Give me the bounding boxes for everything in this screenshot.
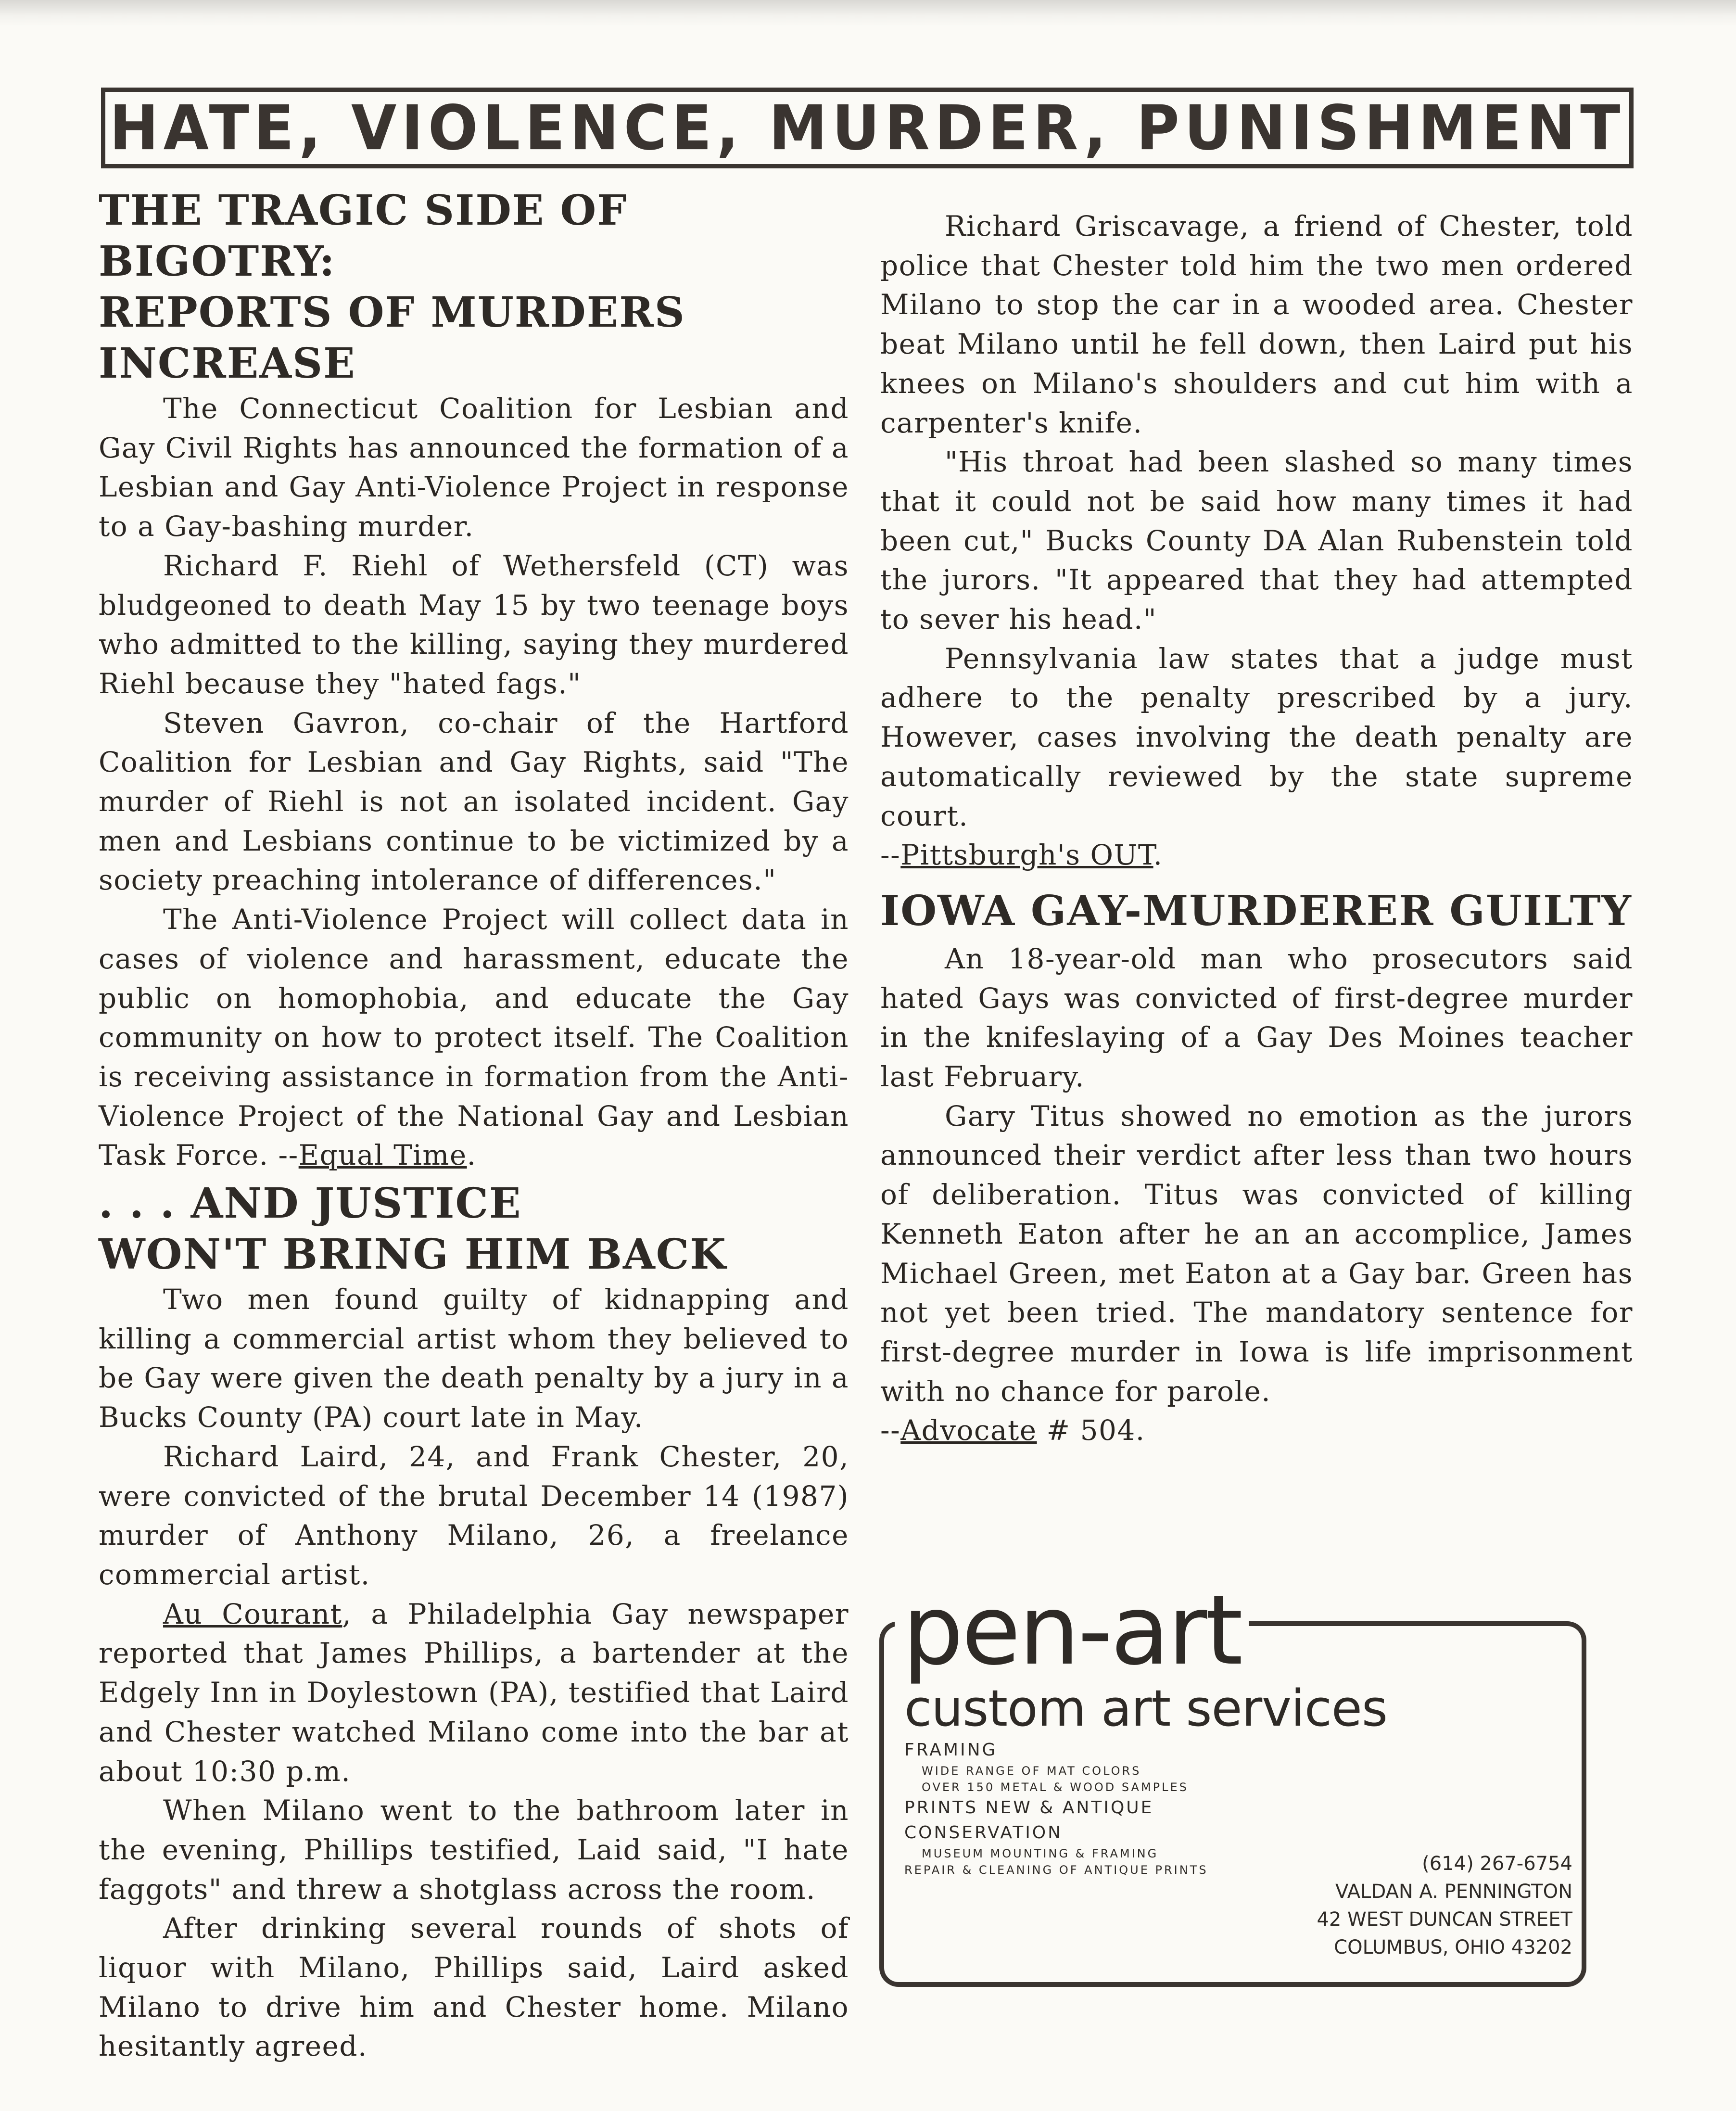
ad-street: 42 WEST DUNCAN STREET — [1317, 1908, 1572, 1931]
ad-services — [904, 1738, 1208, 1878]
banner-title: HATE, VIOLENCE, MURDER, PUNISHMENT — [109, 92, 1625, 164]
ad-framing: FRAMING — [904, 1740, 998, 1760]
article1-p4: The Anti-Violence Project will collect data in cases of violence and harassment, educate the public on homophobia, and educate the Gay community on how to protect itself. The Coalition is receiving assistance in formation from the Anti-Violence Project of the National Gay and Lesbian Task Force. -- — [99, 903, 849, 1172]
article1-source-end: . — [467, 1139, 477, 1172]
article3-headline: IOWA GAY-MURDERER GUILTY — [880, 886, 1632, 935]
article2-p3: , a Philadelphia Gay newspaper reported that James Phillips, a bartender at the Edgely Inn in Doylestown (PA), testified that Laird and Chester watched Milano come into the bar at about 10:30 p.m. — [99, 1597, 849, 1788]
article2-paragraph: Richard Griscavage, a friend of Chester, told police that Chester told him the two men ordered Milano to stop the car in a wooded area. Chester beat Milano until he fell down, then Laird put his knees on Milano's shoulders and cut him with a carpenter's knife. — [880, 210, 1633, 439]
ad-conservation-detail: MUSEUM MOUNTING & FRAMING — [922, 1847, 1159, 1860]
section-banner — [101, 88, 1634, 168]
article2-paragraph: "His throat had been slashed so many times that it could not be said how many times it had been cut," Bucks County DA Alan Rubenstein told the jurors. "It appeared that they had attempted to sever his head." — [880, 445, 1633, 636]
scan-edge — [0, 0, 1736, 26]
article2-paragraph: Richard Laird, 24, and Frank Chester, 20, were convicted of the brutal December 14 (1987) murder of Anthony Milano, 26, a freelance commercial artist. — [99, 1440, 849, 1591]
article2-source-line — [880, 836, 1633, 875]
ad-tagline: custom art services — [904, 1679, 1388, 1738]
article1-headline-line1: THE TRAGIC SIDE OF BIGOTRY: — [99, 186, 628, 286]
article2-paragraph: Two men found guilty of kidnapping and killing a commercial artist whom they believed to be Gay were given the death penalty by a jury in a Bucks County (PA) court late in May. — [99, 1283, 849, 1434]
pen-art-logo: pen-art — [895, 1583, 1249, 1679]
article2-headline-line2: WON'T BRING HIM BACK — [99, 1230, 727, 1279]
article3-paragraph: Gary Titus showed no emotion as the jurors announced their verdict after less than two hours of deliberation. Titus was convicted of killing Kenneth Eaton after he an an accomplice, James Michael Green, met Eaton at a Gay bar. Green has not yet been tried. The mandatory sentence for first-degree murder in Iowa is life imprisonment with no chance for parole. — [880, 1099, 1633, 1408]
article1-paragraph: Richard F. Riehl of Wethersfeld (CT) was bludgeoned to death May 15 by two teenage boys who admitted to the killing, saying they murdered Riehl because they "hated fags." — [99, 549, 849, 700]
article2-paragraph: Pennsylvania law states that a judge must adhere to the penalty prescribed by a jury. However, cases involving the death penalty are automatically reviewed by the state supreme court. — [880, 642, 1633, 832]
right-column — [880, 207, 1633, 1450]
ad-phone: (614) 267-6754 — [1422, 1853, 1572, 1875]
article1-paragraph: Steven Gavron, co-chair of the Hartford Coalition for Lesbian and Gay Rights, said "The murder of Riehl is not an isolated incident. Gay men and Lesbians continue to be victimized by a society preaching intolerance of differences." — [99, 706, 849, 897]
ad-framing-detail: OVER 150 METAL & WOOD SAMPLES — [922, 1780, 1189, 1794]
ad-prints: PRINTS NEW & ANTIQUE — [904, 1798, 1154, 1818]
ad-conservation: CONSERVATION — [904, 1823, 1063, 1843]
article2-paragraph: After drinking several rounds of shots of liquor with Milano, Phillips said, Laird asked Milano to drive him and Chester home. Milano hesitantly agreed. — [99, 1912, 849, 2063]
article2-inline-source: Au Courant — [163, 1597, 342, 1630]
article2-headline-line1: . . . AND JUSTICE — [99, 1179, 522, 1228]
article2-headline — [99, 1178, 849, 1280]
article1-paragraph: The Connecticut Coalition for Lesbian and Gay Civil Rights has announced the formation of a Lesbian and Gay Anti-Violence Project in response to a Gay-bashing murder. — [99, 392, 849, 543]
ad-city: COLUMBUS, OHIO 43202 — [1334, 1936, 1572, 1958]
source-prefix: -- — [880, 1414, 901, 1447]
ad-framing-detail: WIDE RANGE OF MAT COLORS — [922, 1764, 1141, 1778]
ad-name: VALDAN A. PENNINGTON — [1335, 1881, 1572, 1903]
article2-source-end: . — [1153, 839, 1163, 872]
article3-source-line — [880, 1411, 1633, 1450]
article2-paragraph: When Milano went to the bathroom later in the evening, Phillips testified, Laid said, "I hate faggots" and threw a shotglass across the room. — [99, 1794, 849, 1906]
left-column — [99, 185, 849, 2066]
article1-headline — [99, 185, 849, 389]
article1-source: Equal Time — [298, 1139, 467, 1172]
ad-contact — [1317, 1850, 1572, 1961]
article3-paragraph: An 18-year-old man who prosecutors said hated Gays was convicted of first-degree murder in the knifeslaying of a Gay Des Moines teacher last February. — [880, 942, 1633, 1094]
article2-paragraph-with-source — [99, 1595, 849, 1792]
article1-headline-line2: REPORTS OF MURDERS INCREASE — [99, 288, 685, 388]
article3-source-end: # 504. — [1037, 1414, 1145, 1447]
source-prefix: -- — [880, 839, 901, 872]
article3-source: Advocate — [900, 1414, 1037, 1447]
article1-paragraph-with-source — [99, 900, 849, 1175]
ad-conservation-detail: REPAIR & CLEANING OF ANTIQUE PRINTS — [904, 1863, 1208, 1877]
article2-source: Pittsburgh's OUT — [900, 839, 1153, 872]
